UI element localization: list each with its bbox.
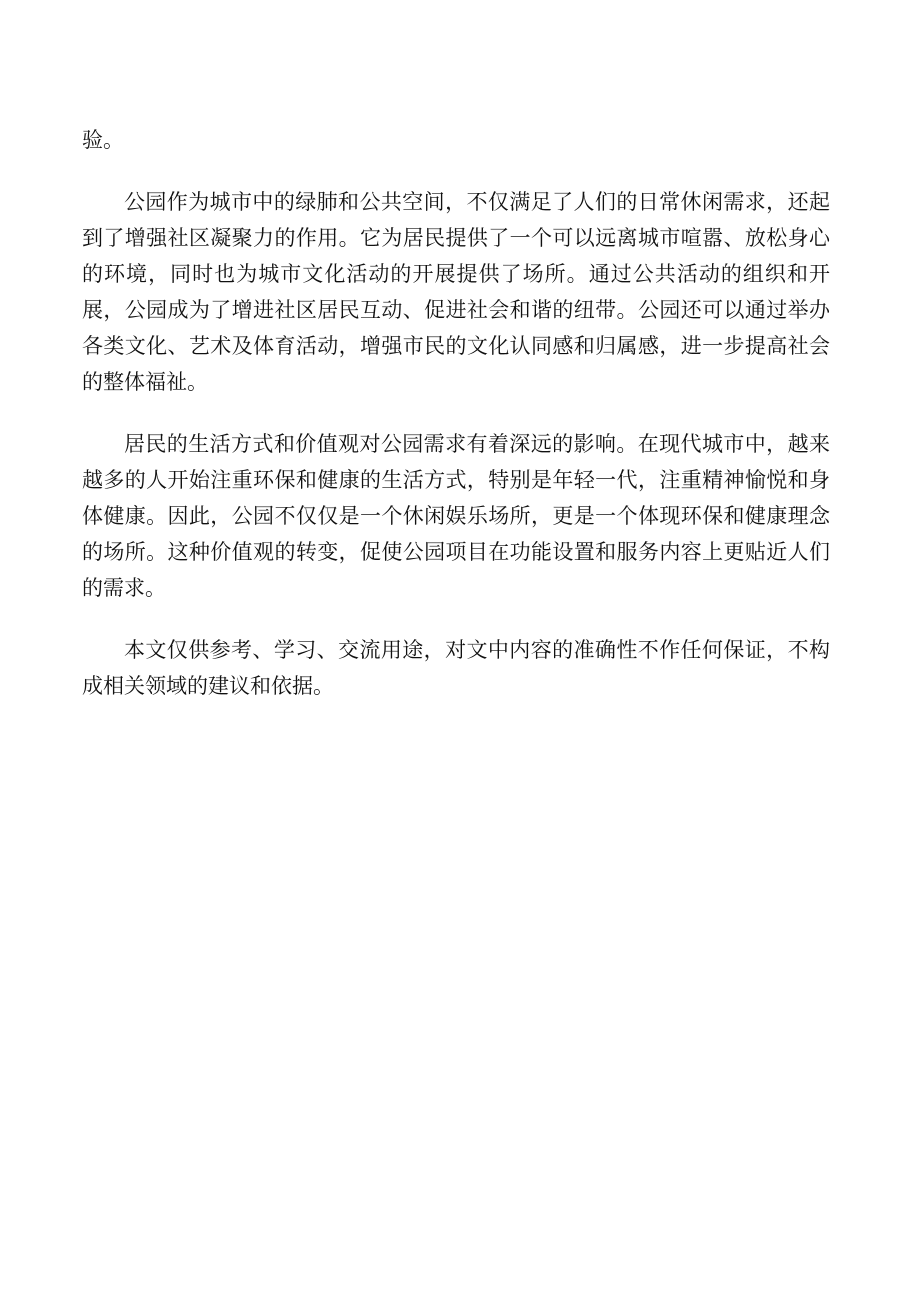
paragraph-lifestyle-values: 居民的生活方式和价值观对公园需求有着深远的影响。在现代城市中，越来越多的人开始注重环保和健康的生活方式，特别是年轻一代，注重精神愉悦和身体健康。因此，公园不仅仅是一个休闲娱乐场所，更是一个体现环保和健康理念的场所。这种价值观的转变，促使公园项目在功能设置和服务内容上更贴近人们的需求。 (82, 432, 830, 600)
document-body (82, 122, 830, 704)
paragraph-continuation: 验。 (82, 128, 124, 152)
paragraph-park-public-space: 公园作为城市中的绿肺和公共空间，不仅满足了人们的日常休闲需求，还起到了增强社区凝聚力的作用。它为居民提供了一个可以远离城市喧嚣、放松身心的环境，同时也为城市文化活动的开展提供了场所。通过公共活动的组织和开展，公园成为了增进社区居民互动、促进社会和谐的纽带。公园还可以通过举办各类文化、艺术及体育活动，增强市民的文化认同感和归属感，进一步提高社会的整体福祉。 (82, 190, 830, 394)
paragraph-disclaimer: 本文仅供参考、学习、交流用途，对文中内容的准确性不作任何保证，不构成相关领域的建议和依据。 (82, 638, 830, 698)
